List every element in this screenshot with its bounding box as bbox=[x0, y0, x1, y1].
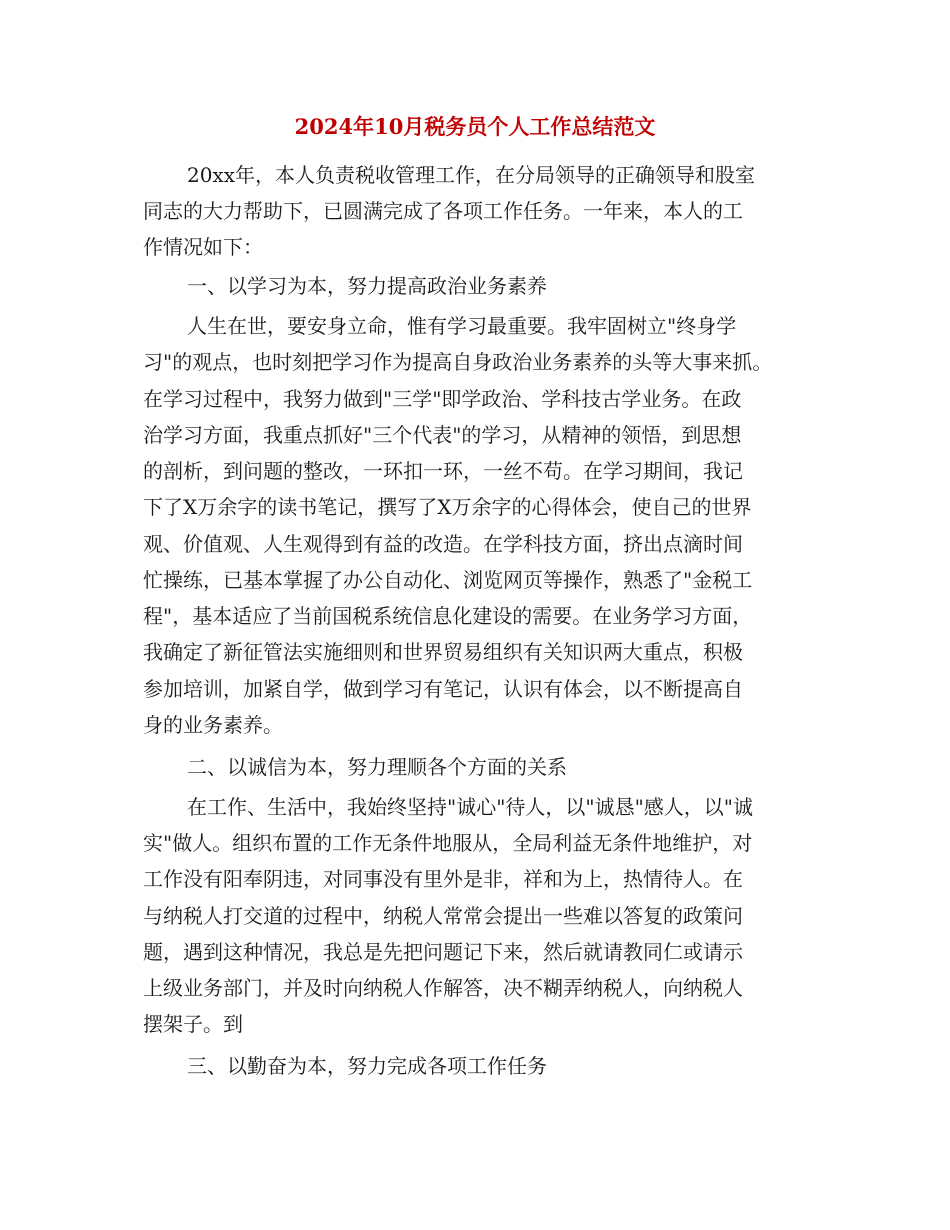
body-line: 程"，基本适应了当前国税系统信息化建设的需要。在业务学习方面， bbox=[143, 604, 753, 628]
document-title: 2024年10月税务员个人工作总结范文 bbox=[294, 114, 656, 139]
body-line: 在学习过程中，我努力做到"三学"即学政治、学科技古学业务。在政 bbox=[143, 387, 742, 411]
body-line: 人生在世，要安身立命，惟有学习最重要。我牢固树立"终身学 bbox=[187, 314, 737, 338]
body-line: 实"做人。组织布置的工作无条件地服从，全局利益无条件地维护，对 bbox=[143, 831, 753, 855]
body-line: 作情况如下： bbox=[143, 235, 263, 259]
body-line: 20xx年，本人负责税收管理工作，在分局领导的正确领导和股室 bbox=[187, 163, 756, 187]
body-line: 我确定了新征管法实施细则和世界贸易组织有关知识两大重点，积极 bbox=[143, 640, 743, 664]
body-line: 题，遇到这种情况，我总是先把问题记下来，然后就请教同仁或请示 bbox=[143, 940, 743, 964]
body-line: 在工作、生活中，我始终坚持"诚心"待人，以"诚恳"感人，以"诚 bbox=[187, 795, 753, 819]
body-line: 治学习方面，我重点抓好"三个代表"的学习，从精神的领悟，到思想 bbox=[143, 423, 742, 447]
body-line: 上级业务部门，并及时向纳税人作解答，决不糊弄纳税人，向纳税人 bbox=[143, 976, 743, 1000]
body-line: 工作没有阳奉阴违，对同事没有里外是非，祥和为上，热情待人。在 bbox=[143, 867, 743, 891]
section-heading-2: 二、以诚信为本，努力理顺各个方面的关系 bbox=[187, 755, 567, 779]
section-heading-3: 三、以勤奋为本，努力完成各项工作任务 bbox=[187, 1054, 547, 1078]
body-line: 习"的观点，也时刻把学习作为提高自身政治业务素养的头等大事来抓。 bbox=[143, 350, 773, 374]
body-line: 参加培训，加紧自学，做到学习有笔记，认识有体会，以不断提高自 bbox=[143, 677, 743, 701]
body-line: 摆架子。到 bbox=[143, 1012, 243, 1036]
body-line: 观、价值观、人生观得到有益的改造。在学科技方面，挤出点滴时间 bbox=[143, 532, 743, 556]
body-line: 的剖析，到问题的整改，一环扣一环，一丝不苟。在学习期间，我记 bbox=[143, 459, 743, 483]
body-line: 身的业务素养。 bbox=[143, 713, 283, 737]
body-line: 与纳税人打交道的过程中，纳税人常常会提出一些难以答复的政策问 bbox=[143, 904, 743, 928]
section-heading-1: 一、以学习为本，努力提高政治业务素养 bbox=[187, 274, 547, 298]
body-line: 同志的大力帮助下，已圆满完成了各项工作任务。一年来，本人的工 bbox=[143, 199, 743, 223]
body-line: 下了X万余字的读书笔记，撰写了X万余字的心得体会，使自己的世界 bbox=[143, 495, 752, 519]
body-line: 忙操练，已基本掌握了办公自动化、浏览网页等操作，熟悉了"金税工 bbox=[143, 568, 753, 592]
